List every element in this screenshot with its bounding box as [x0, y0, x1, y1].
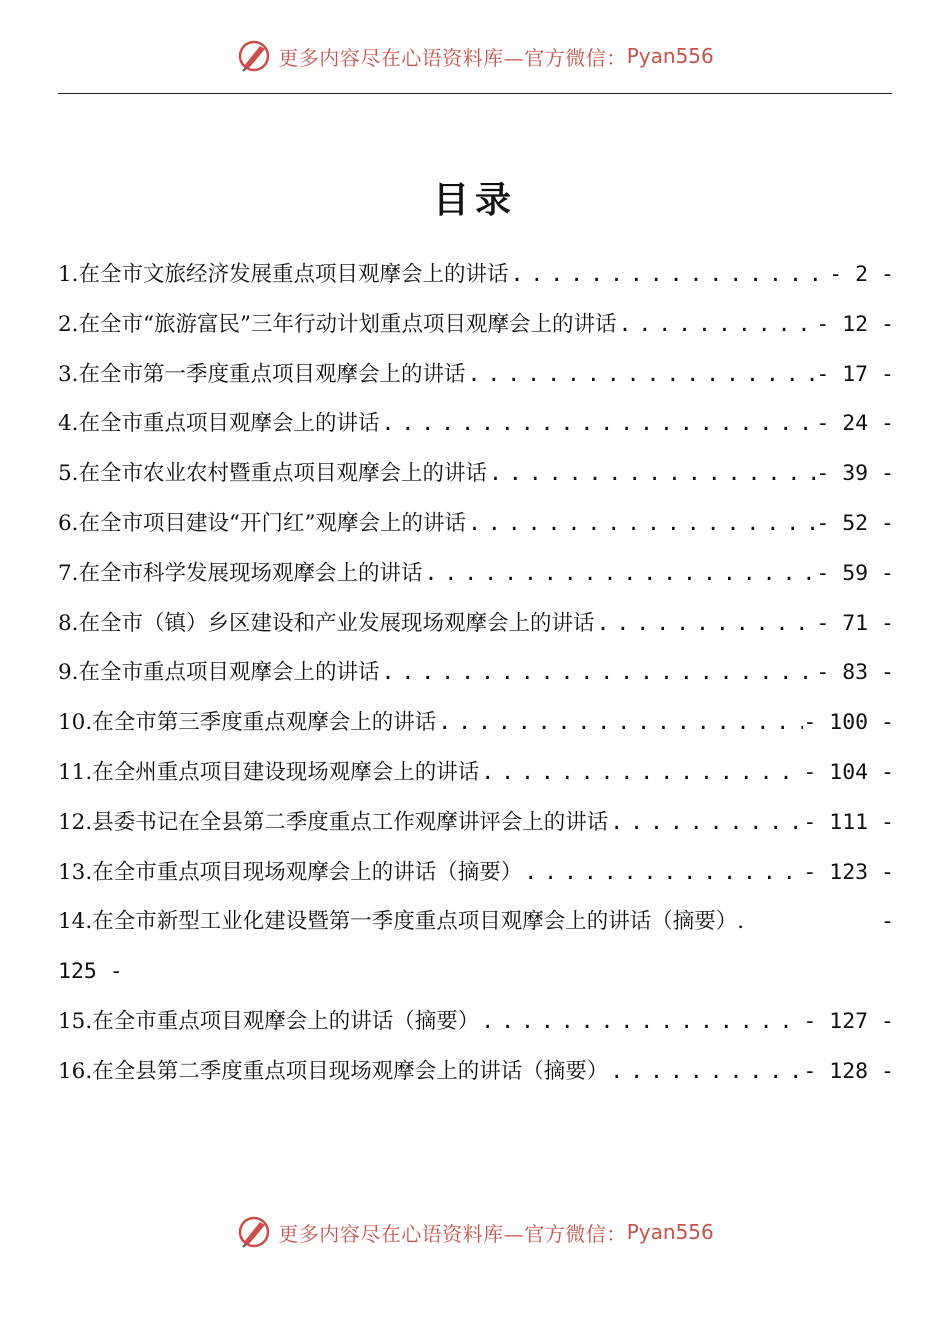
dot-leader [608, 798, 803, 848]
toc-entry-title: 12.县委书记在全县第二季度重点工作观摩讲评会上的讲话 [58, 809, 609, 835]
quill-pen-logo-icon [236, 1214, 272, 1250]
toc-entry-page: - 111 - [803, 809, 894, 835]
toc-entry-page: - 12 - [816, 311, 894, 337]
page-title: 目录 [432, 179, 517, 221]
toc-entry-page: - 52 - [816, 510, 894, 536]
toc-entry-title: 4.在全市重点项目观摩会上的讲话 [58, 411, 380, 437]
toc-entry-title: 9.在全市重点项目观摩会上的讲话 [58, 660, 380, 686]
toc-entry[interactable] [58, 997, 894, 1047]
toc-entry[interactable] [58, 648, 894, 698]
toc-entry-page: - 123 - [803, 859, 894, 885]
toc-entry-page: - 2 - [829, 262, 894, 287]
toc-entry-page: - 39 - [816, 461, 894, 487]
toc-entry-title: 15.在全市重点项目观摩会上的讲话（摘要） [58, 1008, 480, 1034]
toc-entry-page: - 24 - [816, 411, 894, 437]
toc-entry[interactable] [58, 549, 894, 599]
toc-entry[interactable] [58, 449, 894, 499]
toc-entry-title: 2.在全市“旅游富民”三年行动计划重点项目观摩会上的讲话 [58, 311, 617, 337]
toc-entry-page: - 83 - [816, 660, 894, 686]
toc-entry[interactable] [58, 350, 894, 400]
toc-entry[interactable] [58, 848, 894, 898]
toc-entry-page: - 71 - [816, 610, 894, 636]
toc-entry[interactable] [58, 897, 894, 947]
dot-leader [479, 997, 803, 1047]
header-banner [0, 38, 950, 74]
header-banner-text: 更多内容尽在心语资料库—官方微信： [278, 45, 627, 70]
header-banner-id: Pyan556 [626, 44, 714, 68]
toc-entry-page: - 127 - [803, 1008, 894, 1034]
toc-entry-page: - 17 - [816, 361, 894, 387]
toc-entry-page: - [881, 909, 894, 935]
toc-entry-page: - 100 - [803, 710, 894, 736]
dot-leader [509, 250, 830, 300]
dot-leader [466, 350, 817, 400]
toc-entry[interactable] [58, 250, 894, 300]
dot-leader [436, 698, 803, 748]
toc-entry[interactable] [58, 300, 894, 350]
toc-entry[interactable] [58, 399, 894, 449]
toc-entry-title: 3.在全市第一季度重点项目观摩会上的讲话 [58, 361, 466, 387]
toc-entry[interactable] [58, 798, 894, 848]
dot-leader [595, 599, 817, 649]
toc-entry-page: - 128 - [803, 1058, 894, 1084]
dot-leader [466, 499, 816, 549]
table-of-contents [58, 250, 894, 1097]
toc-entry-title: 5.在全市农业农村暨重点项目观摩会上的讲话 [58, 461, 488, 487]
toc-entry-title: 10.在全市第三季度重点观摩会上的讲话 [58, 710, 437, 736]
footer-banner-id: Pyan556 [626, 1220, 714, 1244]
dot-leader [487, 449, 816, 499]
footer-banner [0, 1214, 950, 1250]
footer-banner-text: 更多内容尽在心语资料库—官方微信： [278, 1221, 627, 1246]
quill-pen-logo-icon [236, 38, 272, 74]
toc-entry[interactable] [58, 698, 894, 748]
dot-leader [617, 300, 817, 350]
toc-entry-page: - 59 - [816, 560, 894, 586]
toc-entry-page-continuation: 125 - [58, 959, 123, 985]
toc-entry[interactable] [58, 1047, 894, 1097]
toc-entry-title: 1.在全市文旅经济发展重点项目观摩会上的讲话 [58, 262, 509, 287]
dot-leader [479, 748, 803, 798]
toc-entry-continuation[interactable] [58, 947, 894, 997]
toc-entry[interactable] [58, 599, 894, 649]
toc-entry[interactable] [58, 499, 894, 549]
dot-leader [608, 1047, 803, 1097]
dot-leader [522, 848, 803, 898]
header-divider [58, 93, 892, 94]
toc-entry[interactable] [58, 748, 894, 798]
toc-entry-title: 7.在全市科学发展现场观摩会上的讲话 [58, 560, 423, 586]
dot-leader [423, 549, 817, 599]
toc-entry-title: 8.在全市（镇）乡区建设和产业发展现场观摩会上的讲话 [58, 610, 595, 636]
dot-leader [380, 648, 817, 698]
dot-leader [380, 399, 817, 449]
toc-entry-page: - 104 - [803, 759, 894, 785]
toc-entry-title: 6.在全市项目建设“开门红”观摩会上的讲话 [58, 510, 466, 536]
toc-entry-title: 11.在全州重点项目建设现场观摩会上的讲话 [58, 759, 480, 785]
toc-entry-title: 14.在全市新型工业化建设暨第一季度重点项目观摩会上的讲话（摘要）. [58, 909, 745, 935]
toc-entry-title: 13.在全市重点项目现场观摩会上的讲话（摘要） [58, 859, 523, 885]
toc-entry-title: 16.在全县第二季度重点项目现场观摩会上的讲话（摘要） [58, 1058, 609, 1084]
